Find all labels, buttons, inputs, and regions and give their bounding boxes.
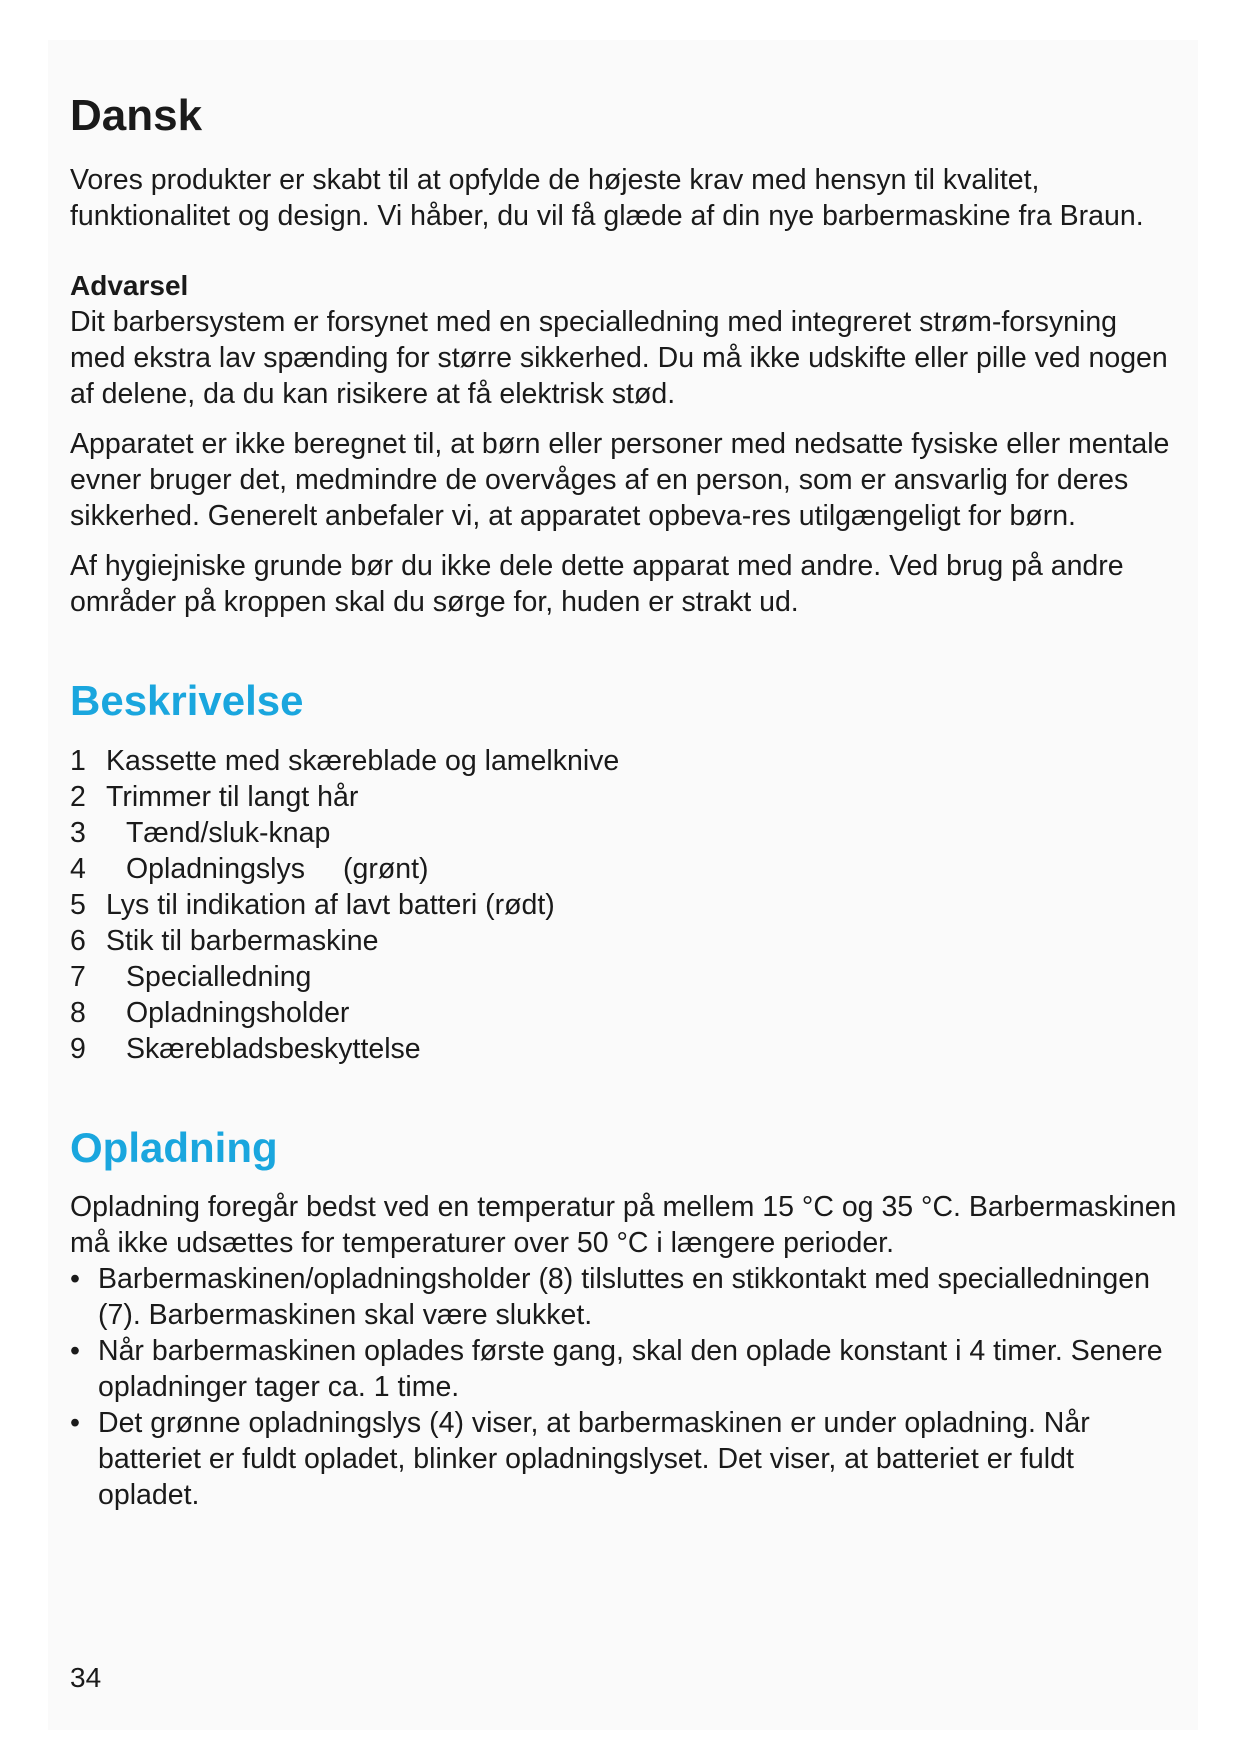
warning-section: [70, 268, 1180, 620]
list-item: 6 Stik til barbermaskine: [70, 924, 379, 957]
list-item: • Det grønne opladningslys (4) viser, at barbermaskinen er under opladning. Når batteriet er fuldt opladet, blinker opladningslyset. Det viser, at batteriet er fuldt opladet.: [70, 1405, 1180, 1513]
list-item: 3 Tænd/sluk-knap: [70, 816, 331, 849]
language-title: Dansk: [70, 91, 203, 140]
list-item: 9 Skærebladsbeskyttelse: [70, 1032, 421, 1065]
list-item: • Barbermaskinen/opladningsholder (8) tilsluttes en stikkontakt med specialledningen (7). Barbermaskinen skal være slukket.: [70, 1261, 1180, 1333]
list-item: • Når barbermaskinen oplades første gang, skal den oplade konstant i 4 timer. Senere opladninger tager ca. 1 time.: [70, 1333, 1180, 1405]
warning-paragraph-2: Apparatet er ikke beregnet til, at børn eller personer med nedsatte fysiske eller mentale evner bruger det, medmindre de overvåges af en person, som er ansvarlig for deres sikkerhed. Generelt anbefaler vi, at apparatet opbeva-res utilgængeligt for børn.: [70, 428, 1170, 533]
warning-heading: Advarsel: [70, 270, 189, 302]
warning-paragraph-1: Dit barbersystem er forsynet med en specialledning med integreret strøm-forsyning med ekstra lav spænding for større sikkerhed. Du må ikke udskifte eller pille ved nogen af delene, da du kan risikere at få elektrisk stød.: [70, 306, 1168, 411]
charging-title: Opladning: [70, 1123, 278, 1171]
description-list: [70, 743, 1180, 1067]
list-item: 8 Opladningsholder: [70, 996, 350, 1029]
charging-intro: Opladning foregår bedst ved en temperatur på mellem 15 °C og 35 °C. Barbermaskinen må ikke udsættes for temperaturer over 50 °C i længere perioder.: [70, 1190, 1177, 1259]
list-item: 1 Kassette med skæreblade og lamelknive: [70, 744, 620, 777]
page-number: 34: [70, 1662, 102, 1693]
list-item: 2 Trimmer til langt hår: [70, 780, 359, 813]
description-title: Beskrivelse: [70, 677, 304, 725]
page-content: [70, 92, 1180, 1513]
warning-paragraph-3: Af hygiejniske grunde bør du ikke dele dette apparat med andre. Ved brug på andre områder på kroppen skal du sørge for, huden er strakt ud.: [70, 550, 1124, 619]
list-item: 5 Lys til indikation af lavt batteri (rødt): [70, 888, 555, 921]
intro-paragraph: Vores produkter er skabt til at opfylde de højeste krav med hensyn til kvalitet, funktionalitet og design. Vi håber, du vil få glæde af din nye barbermaskine fra Braun.: [70, 164, 1144, 233]
list-item: 7 Specialledning: [70, 960, 312, 993]
list-item: 4 Opladningslys (grønt): [70, 852, 429, 885]
charging-bullets: [70, 1261, 1180, 1513]
